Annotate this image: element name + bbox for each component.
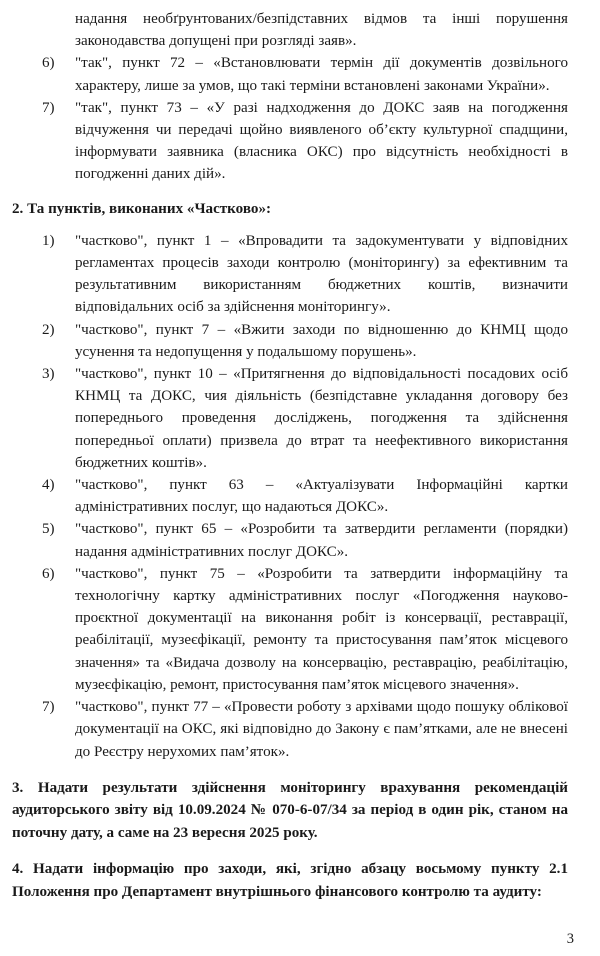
list-item bbox=[12, 230, 568, 319]
continuation-paragraph: надання необґрунтованих/безпідставних відмов та інші порушення законодавства допущені при розгляді заяв». bbox=[75, 11, 568, 50]
list-item bbox=[12, 97, 568, 186]
list-item bbox=[12, 52, 568, 96]
list-item bbox=[12, 474, 568, 518]
list-item-text: "частково", пункт 65 – «Розробити та затвердити регламенти (порядки) надання адміністративних послуг ДОКС». bbox=[75, 521, 568, 560]
list-marker: 5) bbox=[42, 521, 55, 538]
page-number: 3 bbox=[566, 931, 574, 947]
list-marker: 7) bbox=[42, 99, 55, 116]
list-marker: 7) bbox=[42, 699, 55, 716]
list-item bbox=[12, 363, 568, 474]
list-item bbox=[12, 518, 568, 562]
list-item-text: "так", пункт 72 – «Встановлювати термін дії документів дозвільного характеру, лише за умов, що такі терміни встановлені законами України». bbox=[75, 55, 568, 94]
list-item-text: "частково", пункт 7 – «Вжити заходи по відношенню до КНМЦ щодо усунення та недопущення у подальшому порушень». bbox=[75, 321, 568, 360]
list-item-text: "так", пункт 73 – «У разі надходження до ДОКС заяв на погодження відчуження чи передачі щойно виявленого об’єкту культурної спадщини, інформувати заявника (власника ОКС) про відсутність необхідності в погодженні даних дій». bbox=[75, 99, 568, 183]
section-3-paragraph: 3. Надати результати здійснення моніторингу врахування рекомендацій аудиторського звіту від 10.09.2024 № 070-6-07/34 за період в один рік, станом на поточну дату, а саме на 23 вересня 2025 року. bbox=[12, 779, 568, 841]
list-item bbox=[12, 696, 568, 763]
list-marker: 6) bbox=[42, 565, 55, 582]
list-marker: 2) bbox=[42, 321, 55, 338]
list-marker: 1) bbox=[42, 232, 55, 249]
list-marker: 6) bbox=[42, 55, 55, 72]
list-top bbox=[12, 52, 568, 185]
section-2-heading: 2. Та пунктів, виконаних «Частково»: bbox=[12, 200, 272, 217]
list-item-text: "частково", пункт 63 – «Актуалізувати Інформаційні картки адміністративних послуг, що надаються ДОКС». bbox=[75, 477, 568, 516]
list-item bbox=[12, 319, 568, 363]
list-item bbox=[12, 563, 568, 696]
list-item-text: "частково", пункт 10 – «Притягнення до відповідальності посадових осіб КНМЦ та ДОКС, чия діяльність (безпідставне укладання договору без попереднього проведення досліджень, погодження та здійснення попередньої оплати) призвела до втрат та неефективного використання бюджетних коштів». bbox=[75, 366, 568, 471]
list-item-text: "частково", пункт 1 – «Впровадити та задокументувати у відповідних регламентах процесів заходи контролю (моніторингу) за ефективним та результативним використанням бюджетних коштів, визначити відповідальних осіб за здійснення моніторингу». bbox=[75, 232, 568, 316]
list-marker: 3) bbox=[42, 366, 55, 383]
list-item-text: "частково", пункт 75 – «Розробити та затвердити інформаційну та технологічну картку адміністративних послуг «Погодження науково-проєктної документації на виконання робіт із консервації, реставрації, реабілітації, музеєфікації, ремонту та пристосування пам’яток місцевого значення» та «Видача дозволу на консервацію, реставрацію, реабілітацію, музеєфікацію, ремонт, пристосування пам’яток місцевого значення». bbox=[75, 565, 568, 693]
list-marker: 4) bbox=[42, 477, 55, 494]
section-4-paragraph: 4. Надати інформацію про заходи, які, згідно абзацу восьмому пункту 2.1 Положення про Департамент внутрішнього фінансового контролю та аудиту: bbox=[12, 861, 568, 901]
list-item-text: "частково", пункт 77 – «Провести роботу з архівами щодо пошуку облікової документації на ОКС, які відповідно до Закону є пам’ятками, але не внесені до Реєстру нерухомих пам’яток». bbox=[75, 699, 568, 760]
section-2-list bbox=[12, 230, 568, 763]
